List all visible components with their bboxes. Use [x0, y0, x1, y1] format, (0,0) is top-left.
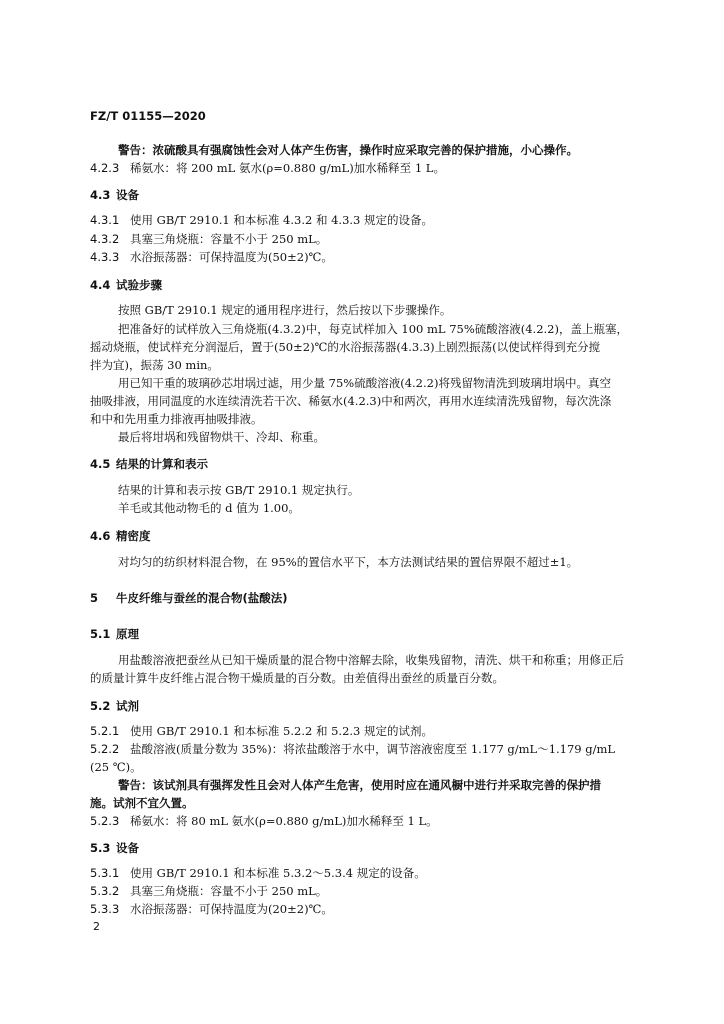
clause-number: 4.3.1	[90, 213, 120, 227]
clause-number: 5.2.2	[90, 742, 120, 756]
section-number: 4.5	[90, 457, 111, 471]
paragraph-cont: 抽吸排液，用同温度的水连续清洗若干次、稀氨水(4.2.3)中和两次，再用水连续清洗残留物，每次洗涤	[90, 394, 612, 408]
clause-text: 具塞三角烧瓶：容量不小于 250 mL。	[130, 232, 328, 246]
clause-text: 水浴振荡器：可保持温度为(50±2)℃。	[130, 250, 333, 264]
paragraph: 用已知干重的玻璃砂芯坩埚过滤，用少量 75%硫酸溶液(4.2.2)将残留物清洗到玻璃坩埚中。真空	[118, 376, 611, 390]
page-number: 2	[93, 920, 100, 933]
clause-number: 5.3.1	[90, 866, 120, 880]
clause-number: 5.3.3	[90, 902, 120, 916]
clause-number: 4.2.3	[90, 161, 120, 175]
paragraph-cont: 摇动烧瓶，使试样充分润湿后，置于(50±2)℃的水浴振荡器(4.3.3)上剧烈振荡(以使试样得到充分搅	[90, 340, 601, 354]
clause-5-2-2	[90, 741, 615, 757]
clause-number: 4.3.2	[90, 232, 120, 246]
paragraph: 结果的计算和表示按 GB/T 2910.1 规定执行。	[118, 483, 360, 497]
section-number: 5.1	[90, 627, 111, 641]
section-number: 4.6	[90, 529, 111, 543]
paragraph: 用盐酸溶液把蚕丝从已知干燥质量的混合物中溶解去除，收集残留物，清洗、烘干和称重；用修正后	[118, 653, 624, 667]
section-5-1-heading	[90, 626, 139, 642]
section-title: 结果的计算和表示	[116, 457, 208, 471]
section-title: 牛皮纤维与蚕丝的混合物(盐酸法)	[116, 591, 288, 605]
warning-text: 警告：该试剂具有强挥发性且会对人体产生危害，使用时应在通风橱中进行并采取完善的保护措	[118, 778, 601, 792]
section-4-3-heading	[90, 187, 139, 203]
section-number: 4.3	[90, 188, 111, 202]
clause-5-2-1	[90, 723, 433, 739]
doc-code: FZ/T 01155—2020	[90, 109, 206, 123]
section-number: 5	[90, 591, 99, 605]
clause-text: 使用 GB/T 2910.1 和本标准 5.3.2～5.3.4 规定的设备。	[130, 866, 426, 880]
clause-text: 盐酸溶液(质量分数为 35%)：将浓盐酸溶于水中，调节溶液密度至 1.177 g/mL～1.179 g/mL	[130, 742, 616, 756]
clause-5-3-2	[90, 883, 327, 899]
warning-text: 警告：浓硫酸具有强腐蚀性会对人体产生伤害，操作时应采取完善的保护措施，小心操作。	[118, 143, 578, 157]
section-title: 设备	[116, 188, 139, 202]
paragraph-cont: 和中和先用重力排液再抽吸排液。	[90, 412, 263, 426]
section-number: 4.4	[90, 278, 111, 292]
section-number: 5.3	[90, 841, 111, 855]
clause-5-3-3	[90, 901, 333, 917]
section-title: 原理	[116, 627, 139, 641]
clause-4-3-1	[90, 212, 433, 228]
paragraph: 最后将坩埚和残留物烘干、冷却、称重。	[118, 430, 325, 444]
clause-text: 使用 GB/T 2910.1 和本标准 5.2.2 和 5.2.3 规定的试剂。	[130, 724, 434, 738]
paragraph: 对均匀的纺织材料混合物，在 95%的置信水平下，本方法测试结果的置信界限不超过±1。	[118, 555, 579, 569]
clause-number: 5.2.3	[90, 814, 120, 828]
clause-text: 使用 GB/T 2910.1 和本标准 4.3.2 和 4.3.3 规定的设备。	[130, 213, 434, 227]
paragraph: 按照 GB/T 2910.1 规定的通用程序进行，然后按以下步骤操作。	[118, 303, 452, 317]
section-5-2-heading	[90, 698, 139, 714]
section-5-heading	[90, 590, 288, 606]
clause-number: 5.3.2	[90, 884, 120, 898]
paragraph: 羊毛或其他动物毛的 d 值为 1.00。	[118, 501, 300, 515]
section-title: 试剂	[116, 699, 139, 713]
paragraph-cont: 拌为宜)，振荡 30 min。	[90, 358, 219, 372]
clause-5-2-3	[90, 813, 438, 829]
clause-number: 5.2.1	[90, 724, 120, 738]
clause-text: 稀氨水：将 80 mL 氨水(ρ=0.880 g/mL)加水稀释至 1 L。	[130, 814, 438, 828]
clause-4-3-2	[90, 231, 327, 247]
section-title: 试验步骤	[116, 278, 162, 292]
section-title: 设备	[116, 841, 139, 855]
paragraph-cont: 的质量计算牛皮纤维占混合物干燥质量的百分数。由差值得出蚕丝的质量百分数。	[90, 671, 504, 685]
clause-5-3-1	[90, 865, 426, 881]
section-number: 5.2	[90, 699, 111, 713]
clause-number: 4.3.3	[90, 250, 120, 264]
paragraph-cont: (25 ℃)。	[90, 760, 142, 774]
section-4-6-heading	[90, 528, 151, 544]
clause-text: 稀氨水：将 200 mL 氨水(ρ=0.880 g/mL)加水稀释至 1 L。	[130, 161, 445, 175]
clause-4-3-3	[90, 249, 333, 265]
clause-text: 水浴振荡器：可保持温度为(20±2)℃。	[130, 902, 333, 916]
section-title: 精密度	[116, 529, 151, 543]
paragraph: 把准备好的试样放入三角烧瓶(4.3.2)中，每克试样加入 100 mL 75%硫酸溶液(4.2.2)，盖上瓶塞，	[118, 322, 628, 336]
section-4-4-heading	[90, 277, 162, 293]
section-4-5-heading	[90, 456, 208, 472]
warning-text-cont: 施。试剂不宜久置。	[90, 796, 194, 810]
clause-text: 具塞三角烧瓶：容量不小于 250 mL。	[130, 884, 328, 898]
clause-4-2-3	[90, 160, 445, 176]
section-5-3-heading	[90, 840, 139, 856]
